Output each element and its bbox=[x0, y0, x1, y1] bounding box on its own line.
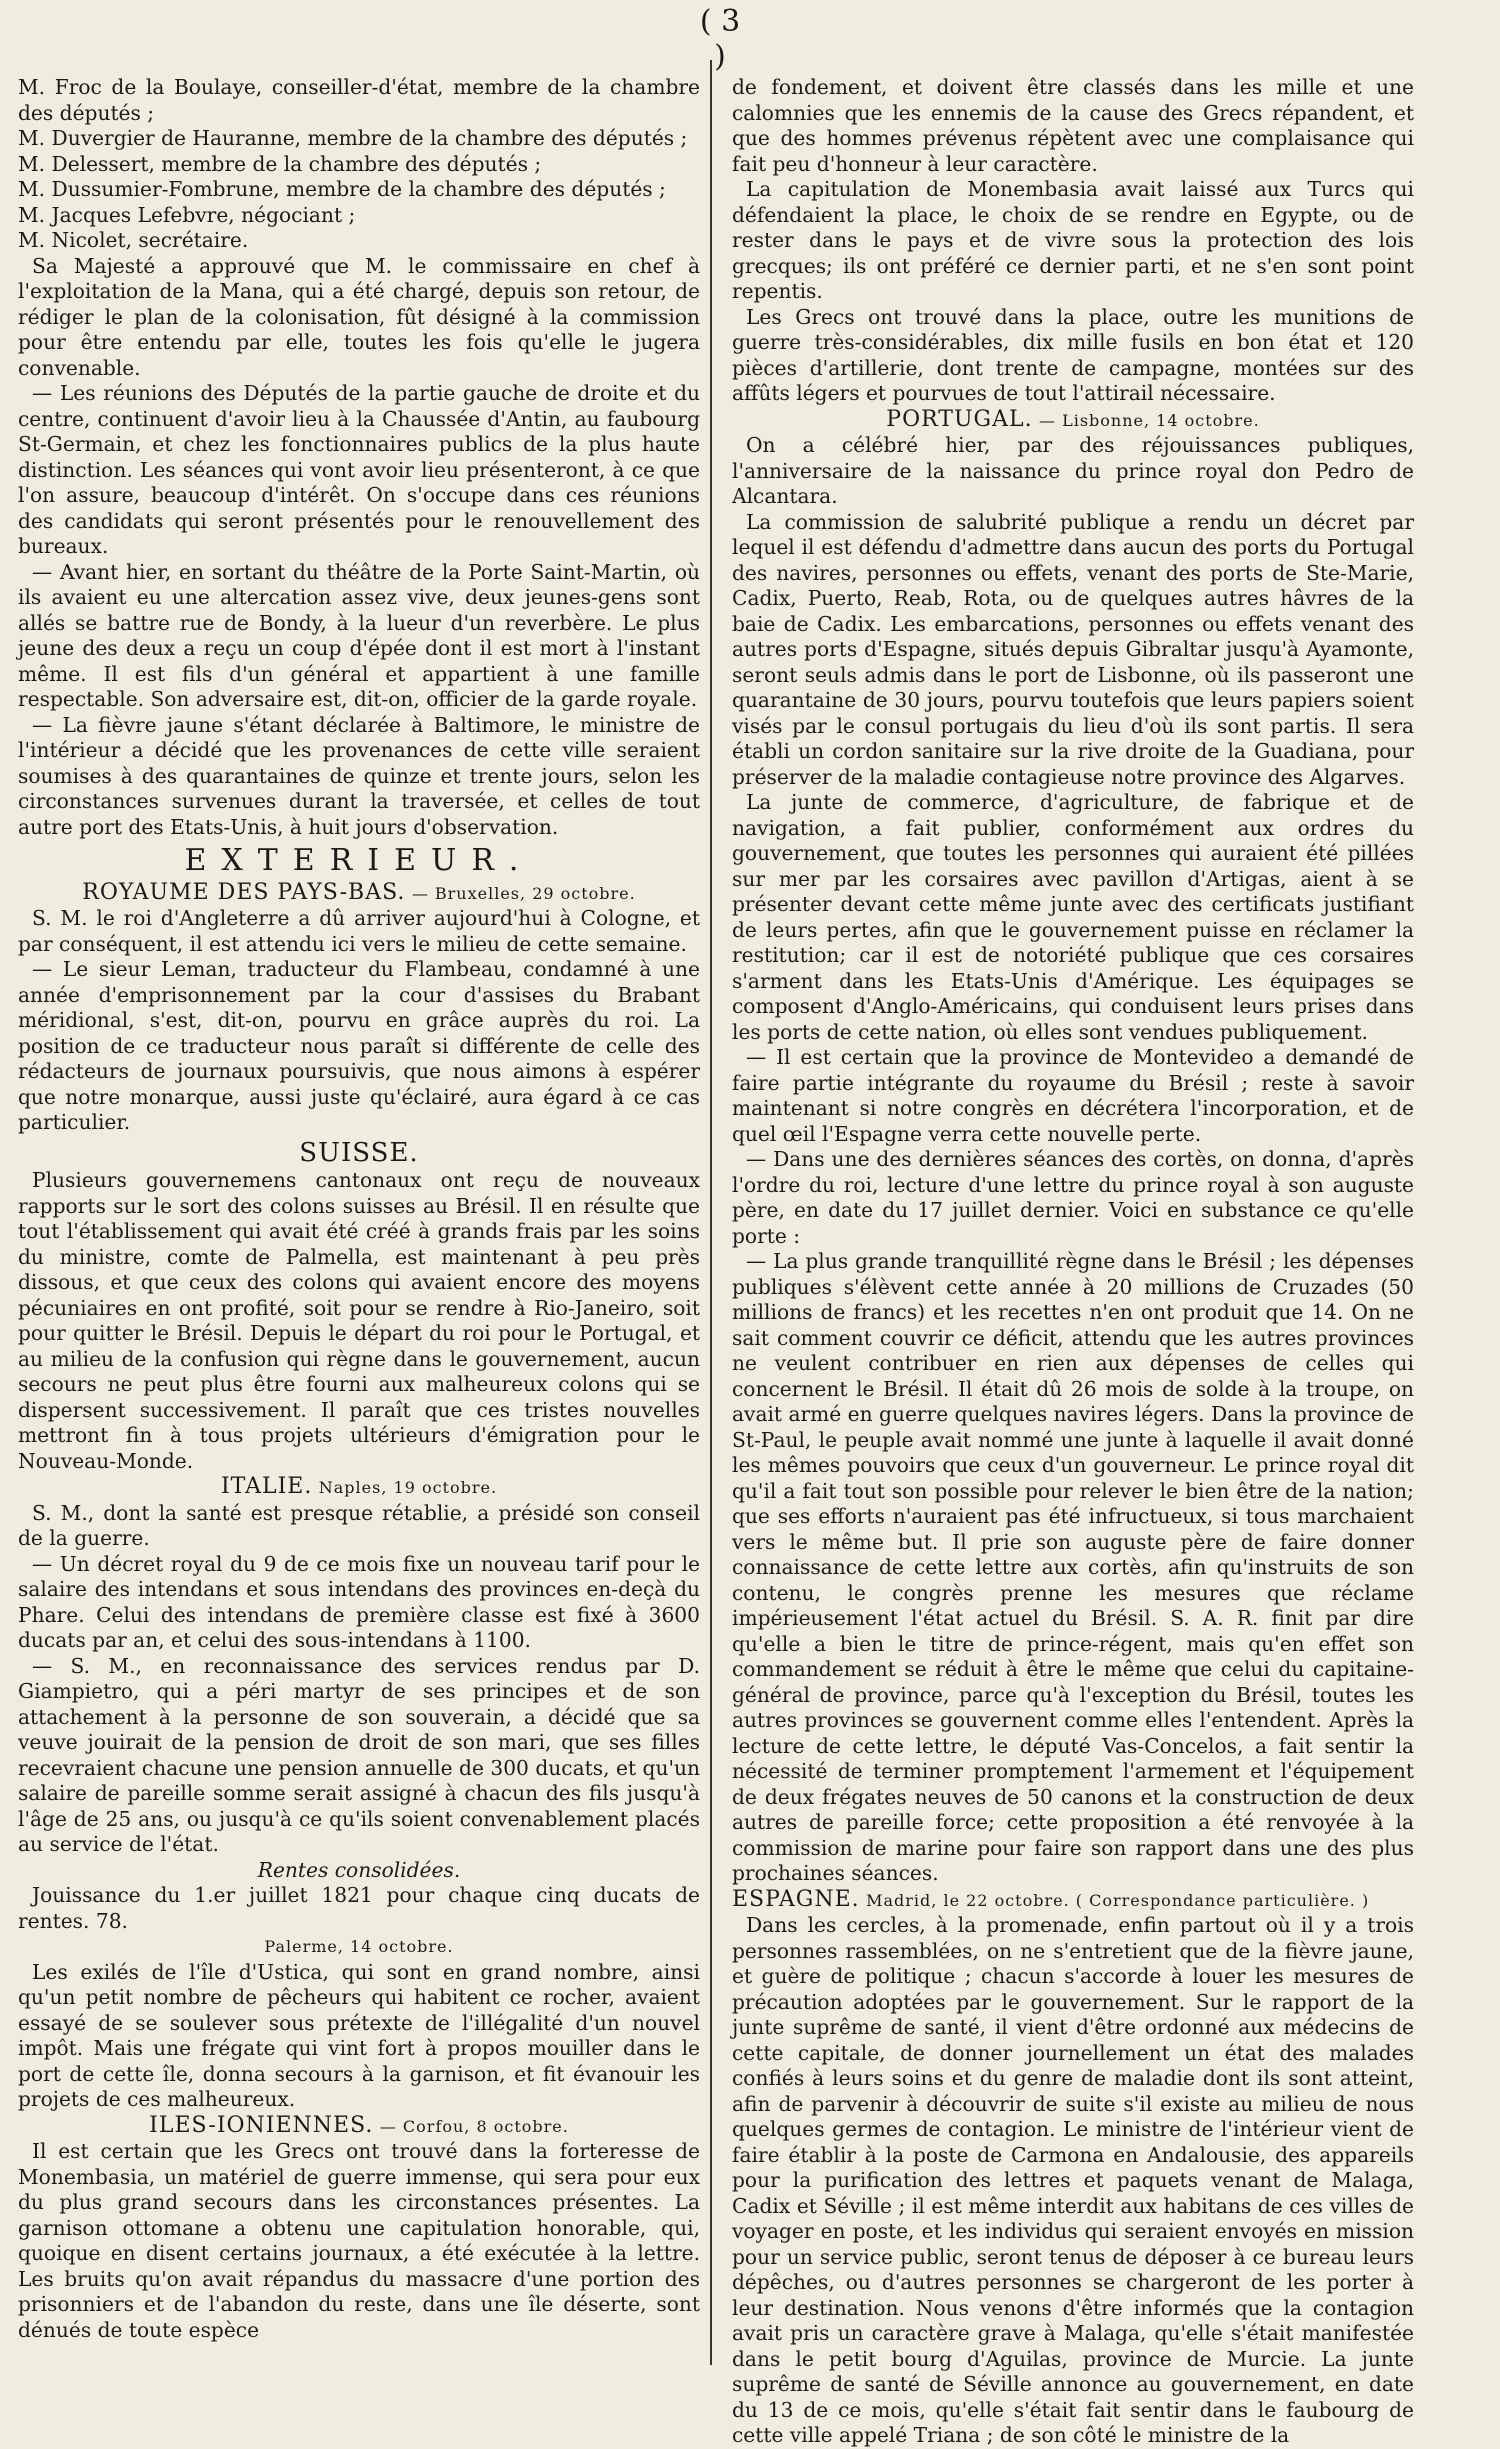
paragraph: — Dans une des dernières séances des cortès, on donna, d'après l'ordre du roi, lecture d'une lettre du prince royal à son auguste père, en date du 17 juillet dernier. Voici en substance ce qu'elle porte : bbox=[732, 1147, 1414, 1248]
section-heading-exterieur: EXTERIEUR. bbox=[184, 843, 534, 878]
dateline-palerme: Palerme, 14 octobre. bbox=[264, 1937, 454, 1956]
paragraph: La capitulation de Monembasia avait laissé aux Turcs qui défendaient la place, le choix de se rendre en Egypte, ou de rester dans le pays et de vivre sous la protection des lois grecques; ils ont préféré ce dernier parti, et ne s'en sont point repentis. bbox=[732, 177, 1414, 303]
paragraph: Les exilés de l'île d'Ustica, qui sont en grand nombre, ainsi qu'un petit nombre de pêcheurs qui habitent ce rocher, avaient essayé de se soulever sous prétexte de l'illégalité d'un nouvel impôt. Mais une frégate qui vint fort à propos mouiller dans le port de cette île, donna secours à la garnison, et fit évanouir les projets de ces malheureux. bbox=[18, 1959, 700, 2111]
list-item: M. Delessert, membre de la chambre des députés ; bbox=[18, 151, 542, 176]
paragraph: Il est certain que les Grecs ont trouvé dans la forteresse de Monembasia, un matériel de guerre immense, qui sera pour eux du plus grand secours dans les circonstances présentes. La garnison ottomane a obtenu une capitulation honorable, qui, quoique en disent certains journaux, a été exécutée à la lettre. Les bruits qu'on avait répandus du massacre d'une portion des prisonniers et de l'abandon du reste, dans une île déserte, sont dénués de toute espèce bbox=[18, 2139, 700, 2342]
subheading-rentes: Rentes consolidées. bbox=[257, 1857, 461, 1882]
paragraph: Sa Majesté a approuvé que M. le commissaire en chef à l'exploitation de la Mana, qui a été chargé, depuis son retour, de rédiger le plan de la colonisation, fût désigné à la commission pour être entendu par elle, toutes les fois qu'elle le jugera convenable. bbox=[18, 253, 700, 380]
dateline-iles-ioniennes bbox=[18, 2113, 700, 2140]
left-column bbox=[18, 75, 700, 2343]
right-column bbox=[732, 75, 1414, 2449]
column-divider bbox=[710, 60, 712, 2365]
dateline-pays-bas bbox=[18, 880, 700, 907]
paragraph: La junte de commerce, d'agriculture, de fabrique et de navigation, a fait publier, conformément aux ordres du gouvernement, que toutes les personnes qui auraient été pillées sur mer par les corsaires avec pavillon d'Artigas, aient à se présenter devant cette même junte avec des certificats justifiant de leurs pertes, afin que le gouvernement puisse en réclamer la restitution; car il est de notoriété publique que ces corsaires s'arment dans les Etats-Unis d'Amérique. Les équipages se composent d'Anglo-Américains, qui conduisent leurs prises dans les ports de cette nation, où elles sont vendues publiquement. bbox=[732, 790, 1414, 1044]
paragraph: de fondement, et doivent être classés dans les mille et une calomnies que les ennemis de la cause des Grecs répandent, et que des hommes prévenus répètent avec une complaisance qui fait peu d'honneur à leur caractère. bbox=[732, 75, 1414, 176]
list-item: M. Dussumier-Fombrune, membre de la chambre des députés ; bbox=[18, 177, 666, 201]
list-item: M. Nicolet, secrétaire. bbox=[18, 228, 249, 252]
dateline-portugal bbox=[732, 407, 1414, 434]
dateline-place: Madrid, le 22 octobre. ( Correspondance particulière. ) bbox=[866, 1890, 1370, 1910]
paragraph: — Avant hier, en sortant du théâtre de la Porte Saint-Martin, où ils avaient eu une altercation assez vive, deux jeunes-gens sont allés se battre rue de Bondy, à la lueur d'un reverbère. Le plus jeune des deux a reçu un coup d'épée dont il est mort à l'instant même. Il est fils d'un général et appartient à une famille respectable. Son adversaire est, dit-on, officier de la garde royale. bbox=[18, 559, 700, 711]
paragraph: — Les réunions des Députés de la partie gauche de droite et du centre, continuent d'avoir lieu à la Chaussée d'Antin, au faubourg St-Germain, et chez les fonctionnaires publics de la plus haute distinction. Les séances qui vont avoir lieu présenteront, à ce que l'on assure, beaucoup d'intérêt. On s'occupe dans ces réunions des candidats qui seront présentés pour le renouvellement des bureaux. bbox=[18, 381, 700, 558]
paragraph: — Le sieur Leman, traducteur du Flambeau, condamné à une année d'emprisonnement par la cour d'assises du Brabant méridional, s'est, dit-on, pourvu en grâce auprès du roi. La position de ce traducteur nous paraît si différente de celle des rédacteurs de journaux poursuivis, que nous aimons à espérer que notre monarque, aussi juste qu'éclairé, aura égard à ce cas particulier. bbox=[18, 957, 700, 1134]
paragraph: — Un décret royal du 9 de ce mois fixe un nouveau tarif pour le salaire des intendans et sous intendans des provinces en-deçà du Phare. Celui des intendans de première classe est fixé à 3600 ducats par an, et celui des sous-intendans à 1100. bbox=[18, 1551, 700, 1652]
section-heading: ITALIE. bbox=[220, 1474, 313, 1499]
dateline-espagne bbox=[732, 1887, 1414, 1914]
paragraph: — Il est certain que la province de Montevideo a demandé de faire partie intégrante du royaume du Brésil ; reste à savoir maintenant si notre congrès en décrétera l'incorporation, et de quel œil l'Espagne verra cette nouvelle perte. bbox=[732, 1045, 1414, 1146]
paragraph: — S. M., en reconnaissance des services rendus par D. Giampietro, qui a péri martyr de ses principes et de son attachement à la personne de son souverain, a décidé que sa veuve jouirait de la pension de droit de son mari, que ses filles recevraient chacune une pension annuelle de 300 ducats, et qu'un salaire de pareille somme serait assigné à chacun des fils jusqu'à l'âge de 25 ans, ou jusqu'à ce qu'ils soient convenablement placés au service de l'état. bbox=[18, 1653, 700, 1856]
dateline-place: — Lisbonne, 14 octobre. bbox=[1039, 410, 1260, 430]
paragraph: Dans les cercles, à la promenade, enfin partout où il y a trois personnes rassemblées, on ne s'entretient que de la fièvre jaune, et guère de politique ; chacun s'accorde à louer les mesures de précaution adoptées par le gouvernement. Sur le rapport de la junte suprême de santé, il vient d'être ordonné aux médecins de cette capitale, de donner journellement un état des malades confiés à leurs soins et du genre de maladie dont ils sont atteint, afin de parvenir à découvrir de suite s'il existe au milieu de nous quelques germes de contagion. Le ministre de l'intérieur vient de faire établir à la poste de Carmona en Andalousie, des appareils pour la purification des lettres et paquets venant de Malaga, Cadix et Séville ; il est même interdit aux habitans de ces villes de voyager en poste, et les individus qui seraient envoyés en mission pour un service public, seront tenus de déposer à ce bureau leurs dépêches, ou d'autres personnes se chargeront de les porter à leur destination. Nous venons d'être informés que la contagion avait pris un caractère grave à Malaga, qu'elle s'était manifestée dans le petit bourg d'Aguilas, province de Murcie. La junte suprême de santé de Séville annonce au gouvernement, en date du 13 de ce mois, qu'elle s'était fait sentir dans le faubourg de cette ville appelé Triana ; de son côté le ministre de la bbox=[732, 1913, 1414, 2447]
section-heading-suisse: SUISSE. bbox=[299, 1137, 419, 1168]
list-item: M. Duvergier de Hauranne, membre de la chambre des députés ; bbox=[18, 126, 688, 150]
dateline-place: Naples, 19 octobre. bbox=[318, 1478, 498, 1497]
section-heading: ILES-IONIENNES. bbox=[149, 2112, 374, 2138]
list-item: M. Jacques Lefebvre, négociant ; bbox=[18, 202, 356, 227]
paragraph: — La fièvre jaune s'étant déclarée à Baltimore, le ministre de l'intérieur a décidé que les provenances de cette ville seraient soumises à des quarantaines de quinze et trente jours, selon les circonstances survenues durant la traversée, et celles de tout autre port des Etats-Unis, à huit jours d'observation. bbox=[18, 712, 700, 839]
paragraph: La commission de salubrité publique a rendu un décret par lequel il est défendu d'admettre dans aucun des ports du Portugal des navires, personnes ou effets, venant des ports de Ste-Marie, Cadix, Puerto, Reab, Rota, ou de quelques autres hâvres de la baie de Cadix. Les embarcations, personnes ou effets venant des autres ports d'Espagne, situés depuis Gibraltar jusqu'à Ayamonte, seront seuls admis dans le port de Lisbonne, où ils passeront une quarantaine de 30 jours, pourvu toutefois que leurs papiers soient visés par le consul portugais du lieu d'où ils sont partis. Il sera établi un cordon sanitaire sur la rive droite de la Guadiana, pour préserver de la maladie contagieuse notre province des Algarves. bbox=[732, 509, 1414, 789]
paragraph: — La plus grande tranquillité règne dans le Brésil ; les dépenses publiques s'élèvent cette année à 20 millions de Cruzades (50 millions de francs) et les recettes n'en ont produit que 14. On ne sait comment couvrir ce déficit, attendu que les autres provinces ne veulent contribuer en rien aux dépenses de celles qui concernent le Brésil. Il était dû 26 mois de solde à la troupe, on avait armé en guerre quelques navires légers. Dans la province de St-Paul, le peuple avait nommé une junte à laquelle il avait donné les mêmes pouvoirs que ceux d'un gouverneur. Le prince royal dit qu'il a fait tout son possible pour relever le bien être de la nation; que ses efforts n'auraient pas été infructueux, si tous marchaient vers le même but. Il prie son auguste père de faire donner connaissance de cette lettre aux cortès, afin qu'instruits de son contenu, le congrès prenne les mesures que réclame impérieusement l'état actuel du Brésil. S. A. R. finit par dire qu'elle a bien le titre de prince-régent, mais qu'en effet son commandement se réduit à être le même que celui du capitaine-général de province, parce qu'à l'exception du Brésil, toutes les autres provinces se gouvernent comme elles l'entendent. Après la lecture de cette lettre, le député Vas-Concelos, a fait sentir la nécessité de terminer promptement l'armement et l'équipement de deux frégates neuves de 50 canons et la construction de deux autres de pareille force; cette proposition a été renvoyée à la commission de marine pour faire son rapport dans une des plus prochaines séances. bbox=[732, 1249, 1414, 1885]
paragraph: S. M. le roi d'Angleterre a dû arriver aujourd'hui à Cologne, et par conséquent, il est attendu ici vers le milieu de cette semaine. bbox=[18, 906, 700, 956]
list-item: M. Froc de la Boulaye, conseiller-d'état, membre de la chambre des députés ; bbox=[18, 75, 700, 125]
dateline-place: — Bruxelles, 29 octobre. bbox=[411, 883, 636, 903]
section-heading: PORTUGAL. bbox=[886, 406, 1033, 432]
paragraph: Plusieurs gouvernemens cantonaux ont reçu de nouveaux rapports sur le sort des colons suisses au Brésil. Il en résulte que tout l'établissement qui avait été créé à grands frais par les soins du ministre, comte de Palmella, est maintenant à peu près dissous, et que ceux des colons qui avaient encore des moyens pécuniaires en ont profité, soit pour se rendre à Rio-Janeiro, soit pour quitter le Brésil. Depuis le départ du roi pour le Portugal, et au milieu de la confusion qui règne dans le gouvernement, aucun secours ne peut plus être fourni aux malheureux colons qui se dispersent successivement. Il paraît que ces tristes nouvelles mettront fin à tous projets ultérieurs d'émigration pour le Nouveau-Monde. bbox=[18, 1168, 700, 1473]
section-heading: ROYAUME DES PAYS-BAS. bbox=[82, 879, 406, 905]
paragraph: Les Grecs ont trouvé dans la place, outre les munitions de guerre très-considérables, dix mille fusils en bon état et 120 pièces d'artillerie, dont trente de campagne, montées sur des affûts légers et pourvues de tout l'attirail nécessaire. bbox=[732, 304, 1414, 405]
dateline-italie bbox=[18, 1474, 700, 1501]
paragraph: Jouissance du 1.er juillet 1821 pour chaque cinq ducats de rentes. 78. bbox=[18, 1883, 700, 1933]
page-number: ( 3 ) bbox=[699, 4, 741, 74]
paragraph: S. M., dont la santé est presque rétablie, a présidé son conseil de la guerre. bbox=[18, 1500, 700, 1550]
dateline-place: — Corfou, 8 octobre. bbox=[379, 2116, 569, 2136]
paragraph: On a célébré hier, par des réjouissances publiques, l'anniversaire de la naissance du prince royal don Pedro de Alcantara. bbox=[732, 433, 1414, 508]
section-heading: ESPAGNE. bbox=[732, 1886, 860, 1912]
